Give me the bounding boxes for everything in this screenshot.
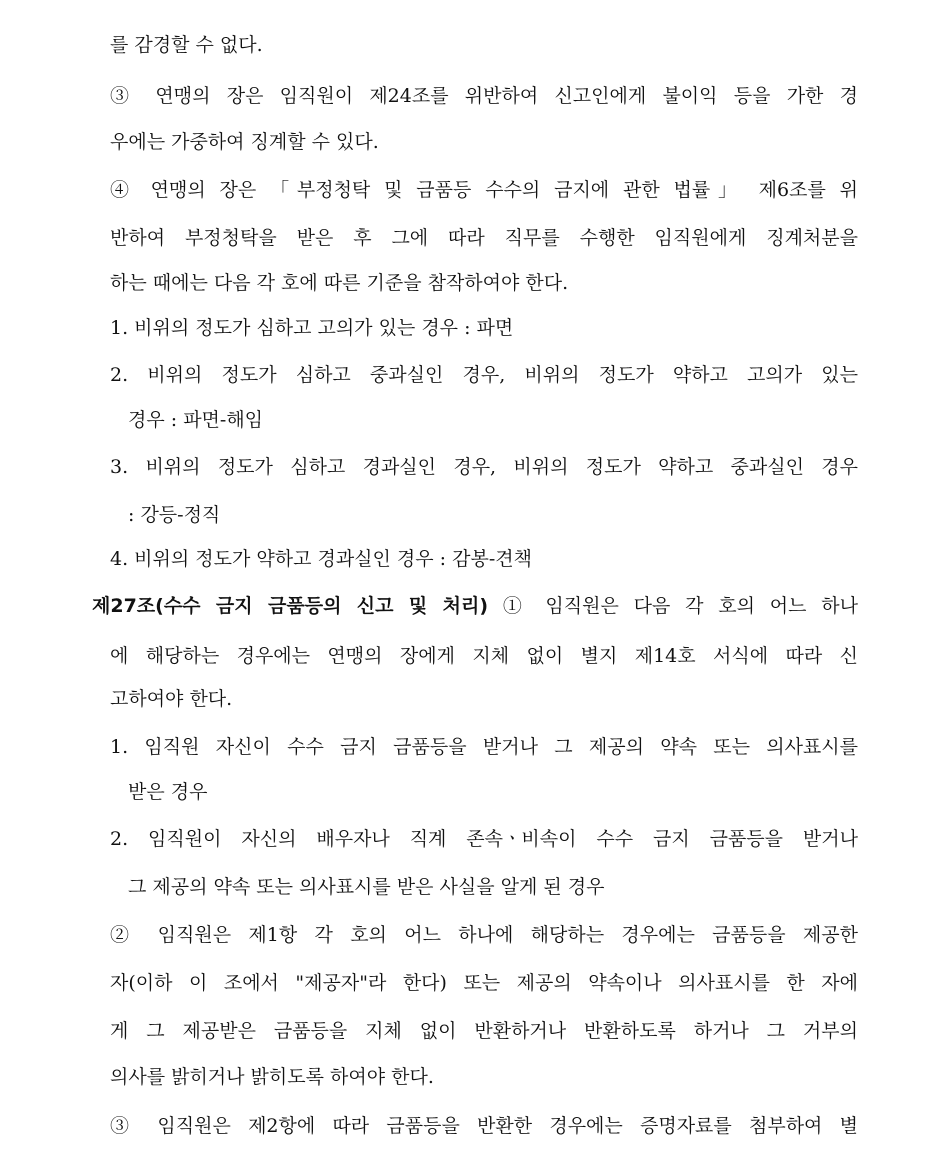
article-heading-line (92, 593, 858, 619)
article-first-paragraph-start: ① 임직원은 다음 각 호의 어느 하나 (502, 595, 859, 617)
text-line: 에 해당하는 경우에는 연맹의 장에게 지체 없이 별지 제14호 서식에 따라 신 (110, 645, 858, 667)
list-item-continuation: : 강등-정직 (128, 504, 221, 526)
list-item: 1. 비위의 정도가 심하고 고의가 있는 경우 : 파면 (110, 317, 514, 339)
list-item-continuation: 받은 경우 (128, 781, 208, 803)
list-item: 2. 임직원이 자신의 배우자나 직계 존속ㆍ비속이 수수 금지 금품등을 받거나 (110, 828, 858, 850)
text-line: ③ 임직원은 제2항에 따라 금품등을 반환한 경우에는 증명자료를 첨부하여 별 (110, 1115, 858, 1137)
text-line: 의사를 밝히거나 밝히도록 하여야 한다. (110, 1066, 434, 1088)
text-line: ② 임직원은 제1항 각 호의 어느 하나에 해당하는 경우에는 금품등을 제공한 (110, 924, 858, 946)
text-line: 게 그 제공받은 금품등을 지체 없이 반환하거나 반환하도록 하거나 그 거부의 (110, 1020, 858, 1042)
list-item-continuation: 경우 : 파면-해임 (128, 409, 264, 431)
list-item: 4. 비위의 정도가 약하고 경과실인 경우 : 감봉-견책 (110, 548, 532, 570)
text-line: 자(이하 이 조에서 "제공자"라 한다) 또는 제공의 약속이나 의사표시를 한 자에 (110, 972, 858, 994)
text-line: 우에는 가중하여 징계할 수 있다. (110, 131, 379, 153)
list-item: 2. 비위의 정도가 심하고 중과실인 경우, 비위의 정도가 약하고 고의가 있는 (110, 364, 858, 386)
list-item-continuation: 그 제공의 약속 또는 의사표시를 받은 사실을 알게 된 경우 (128, 876, 605, 898)
list-item: 3. 비위의 정도가 심하고 경과실인 경우, 비위의 정도가 약하고 중과실인 경우 (110, 456, 858, 478)
text-line: 고하여야 한다. (110, 688, 233, 710)
article-heading: 제27조(수수 금지 금품등의 신고 및 처리) (92, 595, 489, 617)
text-line: ④ 연맹의 장은 「부정청탁 및 금품등 수수의 금지에 관한 법률」 제6조를 위 (110, 179, 858, 201)
list-item: 1. 임직원 자신이 수수 금지 금품등을 받거나 그 제공의 약속 또는 의사표시를 (110, 736, 858, 758)
text-line: 를 감경할 수 없다. (110, 34, 263, 56)
text-line: ③ 연맹의 장은 임직원이 제24조를 위반하여 신고인에게 불이익 등을 가한 경 (110, 85, 858, 107)
text-line: 하는 때에는 다음 각 호에 따른 기준을 참작하여야 한다. (110, 272, 569, 294)
text-line: 반하여 부정청탁을 받은 후 그에 따라 직무를 수행한 임직원에게 징계처분을 (110, 227, 858, 249)
